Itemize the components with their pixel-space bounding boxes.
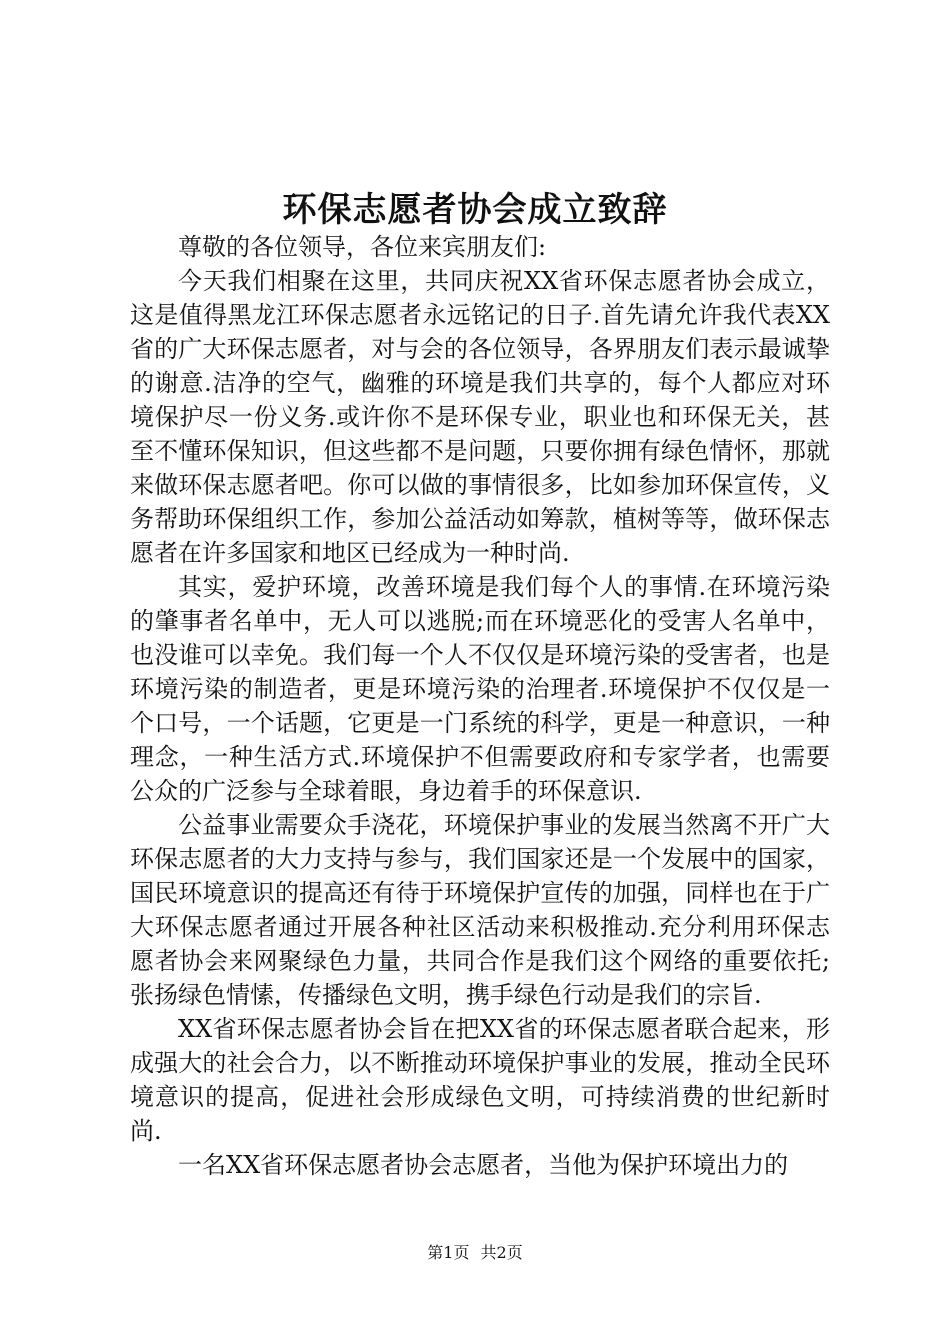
document-body (130, 230, 830, 1182)
paragraph: 公益事业需要众手浇花，环境保护事业的发展当然离不开广大环保志愿者的大力支持与参与，我们国家还是一个发展中的国家，国民环境意识的提高还有待于环境保护宣传的加强，同样也在于广大环保志愿者通过开展各种社区活动来积极推动.充分利用环保志愿者协会来网聚绿色力量，共同合作是我们这个网络的重要依托;张扬绿色情愫，传播绿色文明，携手绿色行动是我们的宗旨. (130, 811, 830, 1009)
paragraph: XX省环保志愿者协会旨在把XX省的环保志愿者联合起来，形成强大的社会合力，以不断推动环境保护事业的发展，推动全民环境意识的提高，促进社会形成绿色文明，可持续消费的世纪新时尚. (130, 1015, 830, 1145)
salutation: 尊敬的各位领导，各位来宾朋友们: (178, 233, 547, 261)
page-total: 共2页 (480, 1243, 523, 1262)
paragraph: 今天我们相聚在这里，共同庆祝XX省环保志愿者协会成立，这是值得黑龙江环保志愿者永远铭记的日子.首先请允许我代表XX省的广大环保志愿者，对与会的各位领导，各界朋友们表示最诚挚的谢意.洁净的空气，幽雅的环境是我们共享的，每个人都应对环境保护尽一份义务.或许你不是环保专业，职业也和环保无关，甚至不懂环保知识，但这些都不是问题，只要你拥有绿色情怀，那就来做环保志愿者吧。你可以做的事情很多，比如参加环保宣传，义务帮助环保组织工作，参加公益活动如筹款，植树等等，做环保志愿者在许多国家和地区已经成为一种时尚. (130, 267, 830, 567)
paragraph: 其实，爱护环境，改善环境是我们每个人的事情.在环境污染的肇事者名单中，无人可以逃脱;而在环境恶化的受害人名单中，也没谁可以幸免。我们每一个人不仅仅是环境污染的受害者，也是环境污染的制造者，更是环境污染的治理者.环境保护不仅仅是一个口号，一个话题，它更是一门系统的科学，更是一种意识，一种理念，一种生活方式.环境保护不但需要政府和专家学者，也需要公众的广泛参与全球着眼，身边着手的环保意识. (130, 573, 830, 805)
document-title: 环保志愿者协会成立致辞 (282, 190, 668, 230)
page-footer (0, 1242, 950, 1264)
page-number: 第1页 (427, 1243, 470, 1262)
paragraph: 一名XX省环保志愿者协会志愿者，当他为保护环境出力的 (178, 1151, 789, 1179)
